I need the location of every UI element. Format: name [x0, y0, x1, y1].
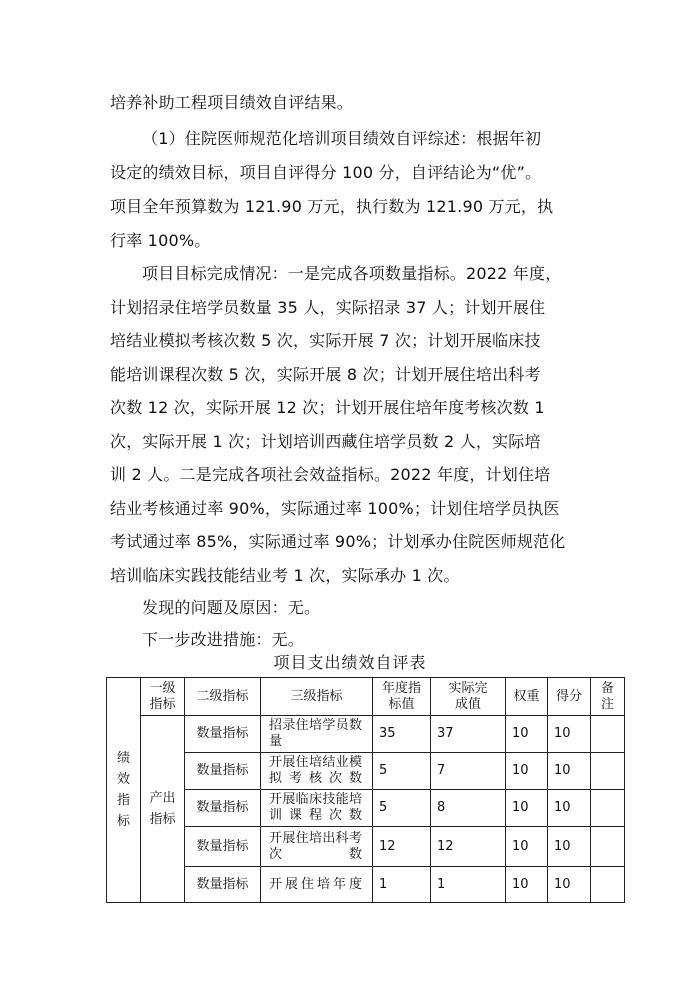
table-row	[107, 867, 625, 903]
level2-cell: 数量指标	[185, 753, 261, 790]
table-header-row	[107, 678, 625, 716]
paragraph-line: 次，实际开展 1 次；计划培训西藏住培学员数 2 人，实际培	[110, 432, 541, 451]
table-title: 项目支出绩效自评表	[273, 653, 427, 672]
paragraph-line: 结业考核通过率 90%，实际通过率 100%；计划住培学员执医	[110, 499, 560, 518]
paragraph-line: 次数 12 次，实际开展 12 次；计划开展住培年度考核次数 1	[110, 398, 545, 417]
header-score: 得分	[548, 678, 591, 716]
note-cell	[591, 753, 625, 790]
group-label-cell: 绩效指标	[107, 678, 141, 903]
paragraph-line: 设定的绩效目标，项目自评得分 100 分，自评结论为“优”。	[110, 163, 542, 182]
level3-cell: 开展住培出科考次数	[261, 827, 373, 867]
level2-cell: 数量指标	[185, 827, 261, 867]
level2-cell: 数量指标	[185, 716, 261, 753]
score-cell: 10	[548, 716, 591, 753]
score-cell: 10	[548, 867, 591, 903]
performance-table	[106, 677, 625, 903]
table-row	[107, 716, 625, 753]
paragraph-line: 项目目标完成情况：一是完成各项数量指标。2022 年度，	[142, 264, 562, 283]
annual-value-cell: 1	[373, 867, 431, 903]
level3-cell: 开展住培年度	[261, 867, 373, 903]
score-cell: 10	[548, 790, 591, 827]
level3-cell: 开展住培结业模拟考核次数	[261, 753, 373, 790]
weight-cell: 10	[506, 753, 548, 790]
header-actual: 实际完成值	[431, 678, 506, 716]
level2-cell: 数量指标	[185, 867, 261, 903]
paragraph-line: 培训临床实践技能结业考 1 次，实际承办 1 次。	[110, 566, 460, 585]
paragraph-line: 项目全年预算数为 121.90 万元，执行数为 121.90 万元，执	[110, 197, 554, 216]
paragraph-line: 能培训课程次数 5 次，实际开展 8 次；计划开展住培出科考	[110, 365, 541, 384]
weight-cell: 10	[506, 867, 548, 903]
paragraph-line: 训 2 人。二是完成各项社会效益指标。2022 年度，计划住培	[110, 465, 551, 484]
score-cell: 10	[548, 827, 591, 867]
header-annual: 年度指标值	[373, 678, 431, 716]
header-level3: 三级指标	[261, 678, 373, 716]
header-level2: 二级指标	[185, 678, 261, 716]
level3-cell: 开展临床技能培训课程次数	[261, 790, 373, 827]
level3-cell: 招录住培学员数量	[261, 716, 373, 753]
paragraph-line: 发现的问题及原因：无。	[142, 598, 321, 617]
weight-cell: 10	[506, 827, 548, 867]
annual-value-cell: 5	[373, 790, 431, 827]
paragraph-line: 考试通过率 85%，实际通过率 90%；计划承办住院医师规范化	[110, 532, 566, 551]
weight-cell: 10	[506, 716, 548, 753]
paragraph-line: （1）住院医师规范化培训项目绩效自评综述：根据年初	[142, 129, 542, 148]
weight-cell: 10	[506, 790, 548, 827]
actual-value-cell: 8	[431, 790, 506, 827]
annual-value-cell: 12	[373, 827, 431, 867]
annual-value-cell: 5	[373, 753, 431, 790]
paragraph-line: 培结业模拟考核次数 5 次，实际开展 7 次；计划开展临床技	[110, 331, 541, 350]
actual-value-cell: 12	[431, 827, 506, 867]
actual-value-cell: 1	[431, 867, 506, 903]
level1-cell: 产出指标	[141, 716, 185, 903]
annual-value-cell: 35	[373, 716, 431, 753]
note-cell	[591, 827, 625, 867]
paragraph-line: 下一步改进措施：无。	[142, 630, 305, 649]
note-cell	[591, 716, 625, 753]
actual-value-cell: 37	[431, 716, 506, 753]
paragraph-line: 行率 100%。	[110, 231, 211, 250]
table-row	[107, 790, 625, 827]
header-level1: 一级指标	[141, 678, 185, 716]
table-row	[107, 753, 625, 790]
level2-cell: 数量指标	[185, 790, 261, 827]
score-cell: 10	[548, 753, 591, 790]
paragraph-line: 培养补助工程项目绩效自评结果。	[110, 93, 354, 112]
header-weight: 权重	[506, 678, 548, 716]
note-cell	[591, 790, 625, 827]
header-note: 备注	[591, 678, 625, 716]
actual-value-cell: 7	[431, 753, 506, 790]
paragraph-line: 计划招录住培学员数量 35 人，实际招录 37 人；计划开展住	[110, 298, 546, 317]
note-cell	[591, 867, 625, 903]
table-row	[107, 827, 625, 867]
